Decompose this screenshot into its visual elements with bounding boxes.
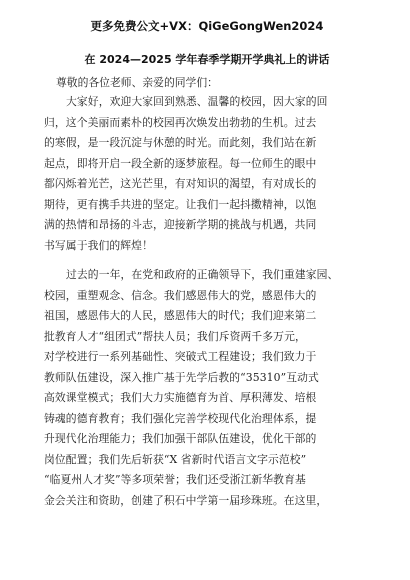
text-line: 起点，即将开启一段全新的逐梦旅程。每一位师生的眼中 <box>44 156 317 170</box>
text-line: 过去的一年，在党和政府的正确领导下，我们重建家园、 <box>66 268 339 281</box>
text-line: 归，这个美丽而素朴的校园再次焕发出勃勃的生机。过去 <box>44 115 317 129</box>
document-title: 在 2024—2025 学年春季学期开学典礼上的讲话 <box>84 53 330 66</box>
text-line: 批教育人才“组团式”帮扶人员；我们斥资两千多万元， <box>44 329 306 343</box>
text-line: 铸魂的德育教育；我们强化完善学校现代化治理体系，提 <box>44 411 317 425</box>
text-line: 对学校进行一系列基础性、突破式工程建设；我们致力于 <box>44 350 317 363</box>
salutation: 尊敬的各位老师、亲爱的同学们： <box>56 76 218 89</box>
text-line: 教师队伍建设，深入推广基于先学后教的“35310”互动式 <box>44 370 319 384</box>
text-line: 高效课堂模式；我们大力实施德育为首、厚积薄发、培根 <box>44 391 317 404</box>
text-line: 的寒假，是一段沉淀与休憩的时光。而此刻，我们站在新 <box>44 136 317 149</box>
paragraph-review <box>44 265 370 511</box>
text-line: 大家好，欢迎大家回到熟悉、温馨的校园，因大家的回 <box>66 95 328 108</box>
text-line: 岗位配置；我们先后斩获“X 省新时代语言文字示范校” <box>44 452 307 466</box>
text-line: 升现代化治理能力；我们加强干部队伍建设，优化干部的 <box>44 432 317 445</box>
text-line: “临夏州人才奖”等多项荣誉；我们还受浙江新华教育基 <box>44 473 306 486</box>
text-line: 书写属于我们的辉煌！ <box>44 238 153 252</box>
promo-banner: 更多免费公文+VX：QiGeGongWen2024 <box>90 19 324 33</box>
text-line: 期待，更有携手共进的坚定。让我们一起抖擞精神，以饱 <box>44 197 317 211</box>
paragraph-spacer <box>44 256 370 265</box>
text-line: 满的热情和昂扬的斗志，迎接新学期的挑战与机遇，共同 <box>44 218 317 231</box>
text-line: 金会关注和资助，创建了积石中学第一届珍珠班。在这里， <box>44 493 328 507</box>
text-line: 都闪烁着光芒，这光芒里，有对知识的渴望，有对成长的 <box>44 177 317 190</box>
text-line: 祖国，感恩伟大的人民，感恩伟大的时代；我们迎来第二 <box>44 309 317 322</box>
paragraph-welcome <box>44 92 370 256</box>
text-line: 校园，重塑观念、信念。我们感恩伟大的党，感恩伟大的 <box>44 288 317 302</box>
